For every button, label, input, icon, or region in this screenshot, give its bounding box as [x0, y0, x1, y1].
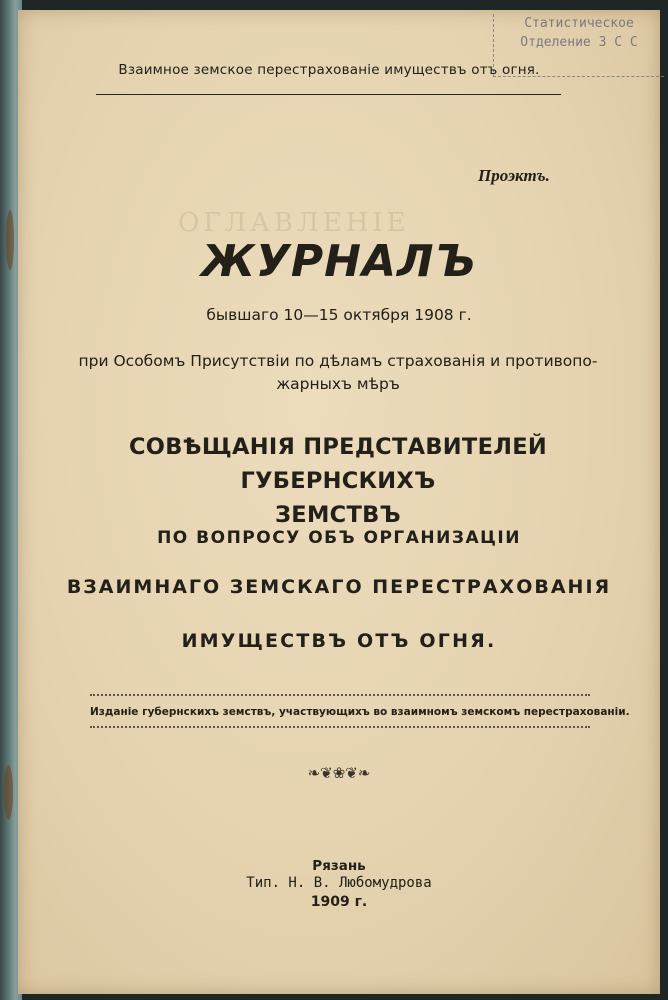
meeting-line: ЗЕМСТВЪ	[275, 502, 401, 528]
draft-label: Проэктъ.	[478, 166, 550, 185]
edition-note: Изданіе губернскихъ земствъ, участвующихъ во взаимномъ земскомъ перестрахованіи.	[90, 706, 630, 718]
imprint-printer: Тип. Н. В. Любомудрова	[246, 875, 432, 891]
meeting-title	[38, 430, 638, 532]
stamp-line: Отделение З С С	[520, 35, 638, 50]
meeting-line: СОВѢЩАНІЯ ПРЕДСТАВИТЕЛЕЙ ГУБЕРНСКИХЪ	[128, 434, 548, 494]
presence-line: при Особомъ Присутствіи по дѣламъ страхованія и противопо-	[78, 352, 598, 370]
dotted-rule-top	[90, 694, 590, 696]
page-title: ЖУРНАЛЪ	[201, 236, 477, 287]
question-line: ПО ВОПРОСУ ОБЪ ОРГАНИЗАЦІИ	[157, 528, 521, 548]
dotted-rule-bottom	[90, 726, 590, 728]
presence-text	[58, 350, 618, 396]
date-line: бывшаго 10—15 октября 1908 г.	[206, 306, 472, 324]
page-header: Взаимное земское перестрахованіе имуществъ отъ огня.	[118, 62, 540, 78]
presence-line: жарныхъ мѣръ	[276, 375, 400, 393]
show-through-text: ОГЛАВЛЕНІЕ	[178, 208, 410, 238]
stamp-line: Статистическое	[524, 16, 634, 31]
subject-line: ВЗАИМНАГО ЗЕМСКАГО ПЕРЕСТРАХОВАНІЯ	[66, 576, 612, 598]
ornament-divider: ❧❦❀❦❧	[307, 766, 371, 782]
header-rule	[96, 94, 561, 95]
imprint-city: Рязань	[312, 858, 366, 874]
edge-stain	[6, 210, 14, 270]
imprint-year: 1909 г.	[310, 894, 368, 910]
edge-stain	[4, 765, 13, 820]
title-page	[18, 10, 660, 994]
subject-line: ИМУЩЕСТВЪ ОТЪ ОГНЯ.	[181, 630, 497, 652]
